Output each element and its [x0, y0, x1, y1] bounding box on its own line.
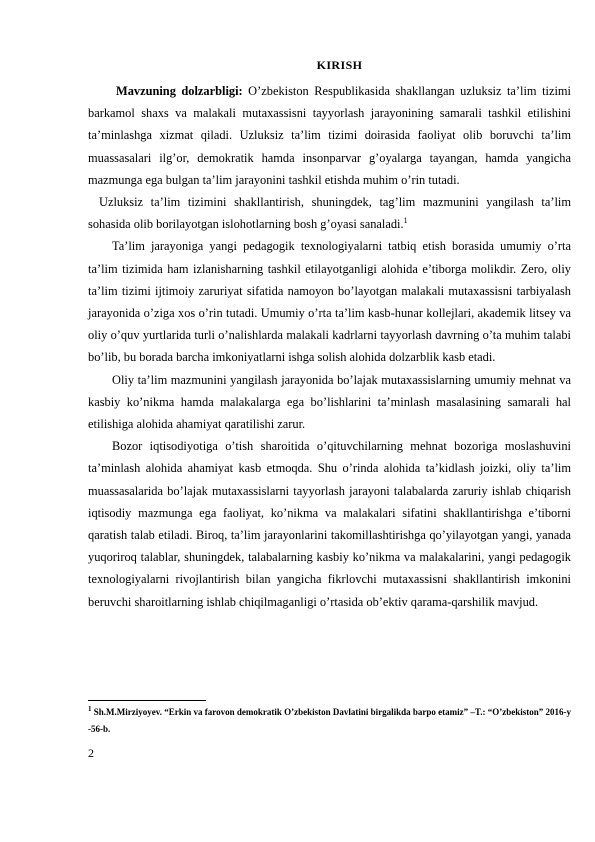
section-title: KIRISH: [316, 58, 363, 72]
footnote-reference[interactable]: 1: [403, 216, 408, 226]
footnote-divider: [88, 700, 206, 701]
paragraph-relevance: [88, 80, 571, 191]
footnote: [88, 704, 571, 738]
footnote-number: 1: [88, 705, 92, 713]
paragraph-pedagogical-technologies: Ta’lim jarayoniga yangi pedagogik texnologiyalarni tatbiq etish borasida umumiy o’rta ta’lim tizimida ham izlanisharning tashkil etilayotganligi alohida e’tiborga molikdir. Zero, oliy ta’lim tizimi ijtimoiy zaruriyat sifatida namoyon bo’layotgan malakali mutaxassisni tarbiyalash jarayonida o’ziga xos o’rin tutadi. Umumiy o’rta ta’lim kasb-hunar kollejlari, akademik litsey va oliy o’quv yurtlarida turli o’nalishlarda malakali kadrlarni tayyorlash davrning o’ta muhim talabi bo’lib, bu borada barcha imkoniyatlarni ishga solish alohida dolzarblik kasb etadi.: [88, 239, 571, 365]
relevance-text: O’zbekiston Respublikasida shakllangan uzluksiz ta’lim tizimi barkamol shaxs va malakali mutaxassisni tayyorlash jarayonining samarali tashkil etilishini ta’minlashga xizmat qiladi. Uzluksiz ta’lim tizimi doirasida faoliyat olib boruvchi ta’lim muassasalari ilg’or, demokratik hamda insonparvar g’oyalarga tayangan, hamda yangicha mazmunga ega bulgan ta’lim jarayonini tashkil etishda muhim o’rin tutadi.: [88, 84, 571, 187]
paragraph-market-economy: Bozor iqtisodiyotiga o’tish sharoitida o’qituvchilarning mehnat bozoriga moslashuvini ta’minlash alohida ahamiyat kasb etmoqda. Shu o’rinda alohida ta’kidlash joizki, oliy ta’lim muassasalarida bo’lajak mutaxassislarni tayyorlash jarayoni talabalarda zaruriy ishlab chiqarish iqtisodiy mazmunga ega faoliyat, ko’nikma va malakalari sifatini shakllantirishga e’tiborni qaratish talab etiladi. Biroq, ta’lim jarayonlarini takomillashtirishga qo’yilayotgan yangi, yanada yuqoriroq talablar, shuningdek, talabalarning kasbiy ko’nikma va malakalarini, yangi pedagogik texnologiyalarni rivojlantirish bilan yangicha fikrlovchi mutaxassisni shakllantirish imkonini beruvchi sharoitlarning ishlab chiqilmaganligi o’rtasida ob’ektiv qarama-qarshilik mavjud.: [88, 439, 571, 609]
document-page: [88, 58, 571, 613]
paragraph-continuous-education: [88, 191, 571, 235]
page-number: 2: [88, 746, 94, 760]
paragraph-higher-education-content: Oliy ta’lim mazmunini yangilash jarayonida bo’lajak mutaxassislarning umumiy mehnat va kasbiy ko’nikma hamda malakalarga ega bo’lishlarini ta’minlash masalasining samarali hal etilishiga alohida ahamiyat qaratilishi zarur.: [88, 372, 571, 432]
continuous-education-text: Uzluksiz ta’lim tizimini shakllantirish, shuningdek, tag’lim mazmunini yangilash ta’lim sohasida olib borilayotgan islohotlarning bosh g’oyasi sanaladi.: [88, 195, 571, 232]
relevance-lead: Mavzuning dolzarbligi:: [116, 84, 243, 98]
footnote-text: Sh.M.Mirziyoyev. “Erkin va farovon demokratik O’zbekiston Davlatini birgalikda barpo etamiz” –T.: “O’zbekiston” 2016-y -56-b.: [88, 707, 571, 734]
